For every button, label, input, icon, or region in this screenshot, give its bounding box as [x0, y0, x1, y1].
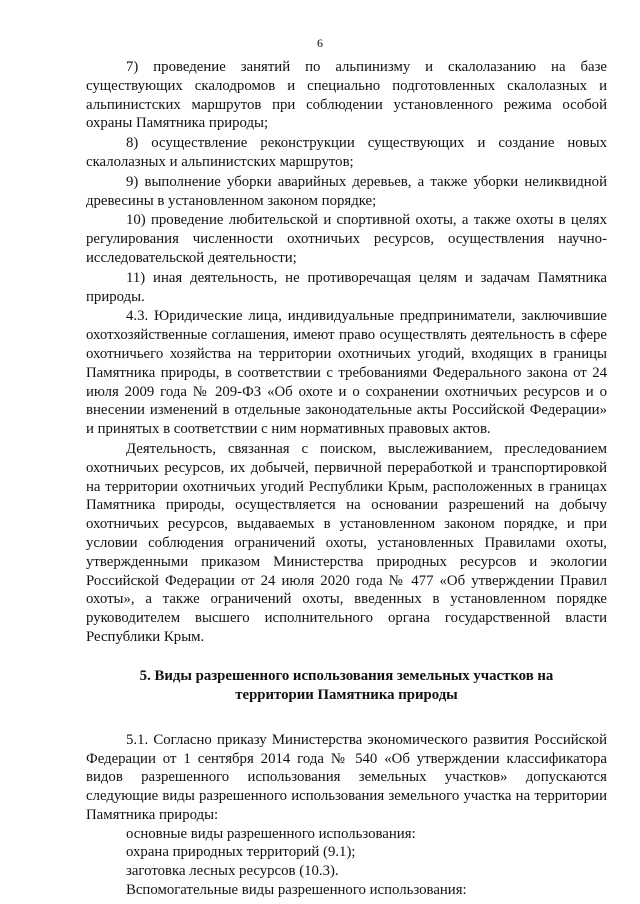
- paragraph-5-1: 5.1. Согласно приказу Министерства экономического развития Российской Федерации от 1 сентября 2014 года № 540 «Об утверждении классификатора видов разрешенного использования земельных участков» допускаются следующие виды разрешенного использования земельного участка на территории Памятника природы:: [86, 731, 607, 823]
- list-item: основные виды разрешенного использования:: [126, 825, 416, 842]
- section-heading: [86, 667, 607, 705]
- paragraph-item-8: 8) осуществление реконструкции существующих и создание новых скалолазных и альпинистских маршрутов;: [86, 135, 607, 170]
- list-item: охрана природных территорий (9.1);: [126, 844, 356, 861]
- paragraph-4-3: 4.3. Юридические лица, индивидуальные предприниматели, заключившие охотхозяйственные соглашения, имеют право осуществлять деятельность в сфере охотничьего хозяйства на территории охотничьих угодий, входящих в границы Памятника природы, в соответствии с требованиями Федерального закона от 24 июля 2009 года № 209-ФЗ «Об охоте и о сохранении охотничьих ресурсов и о внесении изменений в отдельные законодательные акты Российской Федерации» и принятых в соответствии с ним нормативных правовых актов.: [86, 308, 607, 438]
- paragraph-hunting-activity: Деятельность, связанная с поиском, выслеживанием, преследованием охотничьих ресурсов, их добычей, первичной переработкой и транспортировкой на территории охотничьих угодий Республики Крым, расположенных в границах Памятника природы, осуществляется на основании разрешений на добычу охотничьих ресурсов, выдаваемых в установленном законом порядке, и при условии соблюдения ограничений охоты, установленных Правилами охоты, утвержденными приказом Министерства природных ресурсов и экологии Российской Федерации от 24 июля 2020 года № 477 «Об утверждении Правил охоты», а также ограничений охоты, введенных в установленном порядке руководителем высшего исполнительного органа государственной власти Республики Крым.: [86, 440, 607, 645]
- document-body: [86, 58, 607, 900]
- paragraph-item-7: 7) проведение занятий по альпинизму и скалолазанию на базе существующих скалодромов и специально подготовленных скалолазных и альпинистских маршрутов при соблюдении установленного режима особой охраны Памятника природы;: [86, 59, 607, 132]
- paragraph-item-10: 10) проведение любительской и спортивной охоты, а также охоты в целях регулирования численности охотничьих ресурсов, осуществления научно-исследовательской деятельности;: [86, 212, 607, 266]
- list-item: заготовка лесных ресурсов (10.3).: [126, 863, 339, 880]
- section-heading-line-2: территории Памятника природы: [235, 686, 458, 703]
- paragraph-item-9: 9) выполнение уборки аварийных деревьев, а также уборки неликвидной древесины в установленном законом порядке;: [86, 173, 607, 209]
- permitted-use-list: [86, 825, 607, 900]
- auxiliary-uses-line: Вспомогательные виды разрешенного использования:: [126, 882, 467, 899]
- page-number: 6: [317, 36, 323, 50]
- paragraph-item-11: 11) иная деятельность, не противоречащая целям и задачам Памятника природы.: [86, 269, 607, 305]
- section-heading-line-1: 5. Виды разрешенного использования земельных участков на: [139, 667, 554, 684]
